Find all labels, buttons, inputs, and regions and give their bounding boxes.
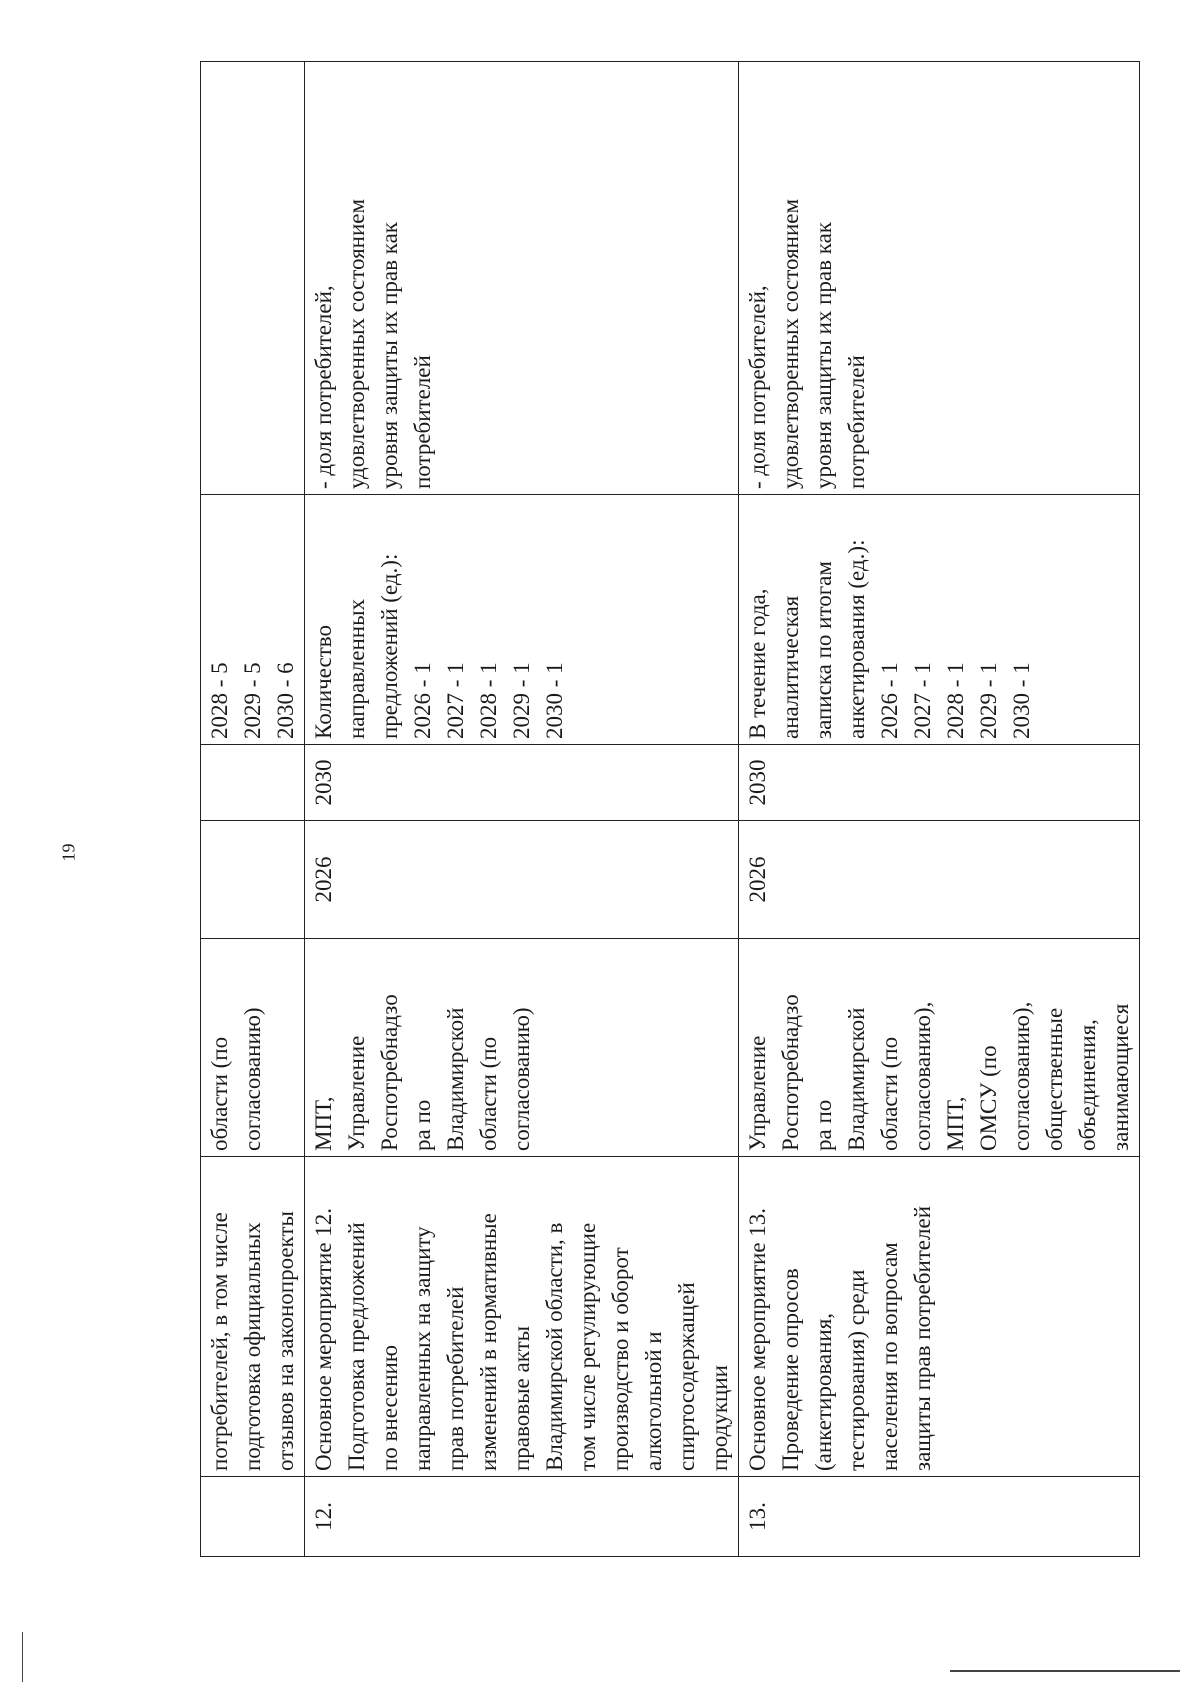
row-number-cell: 12. xyxy=(305,1477,739,1557)
rotated-table-container xyxy=(200,62,1133,1557)
row-number-cell xyxy=(201,1477,305,1557)
indicator-cell xyxy=(201,62,305,495)
scan-edge-mark xyxy=(22,1632,23,1682)
activity-cell: Основное мероприятие 12. Подготовка предложений по внесению направленных на защиту прав потребителей изменений в нормативные правовые акты Владимирской области, в том числе регулирующие производство и оборот алкогольной и спиртосодержащей продукции xyxy=(305,1157,739,1477)
end-year-cell: 2030 xyxy=(739,745,1140,821)
activity-cell: Основное мероприятие 13. Проведение опросов (анкетирования, тестирования) среди населения по вопросам защиты прав потребителей xyxy=(739,1157,1140,1477)
page-number: 19 xyxy=(58,843,79,862)
scan-edge-line xyxy=(950,1670,1180,1672)
start-year-cell xyxy=(201,821,305,939)
program-activities-table xyxy=(200,61,1140,1557)
result-cell: В течение года, аналитическая записка по итогам анкетирования (ед.): 2026 - 1 2027 - 1 2028 - 1 2029 - 1 2030 - 1 xyxy=(739,495,1140,745)
indicator-cell: - доля потребителей, удовлетворенных состоянием уровня защиты их прав как потребителей xyxy=(305,62,739,495)
start-year-cell: 2026 xyxy=(739,821,1140,939)
table-row xyxy=(305,62,739,1557)
result-cell: Количество направленных предложений (ед.): 2026 - 1 2027 - 1 2028 - 1 2029 - 1 2030 - 1 xyxy=(305,495,739,745)
table-row xyxy=(201,62,305,1557)
executors-cell: Управление Роспотребнадзо ра по Владимирской области (по согласованию), МПТ, ОМСУ (по согласованию), общественные объединения, занимающиеся xyxy=(739,939,1140,1157)
indicator-cell: - доля потребителей, удовлетворенных состоянием уровня защиты их прав как потребителей xyxy=(739,62,1140,495)
start-year-cell: 2026 xyxy=(305,821,739,939)
activity-cell: потребителей, в том числе подготовка официальных отзывов на законопроекты xyxy=(201,1157,305,1477)
table-row xyxy=(739,62,1140,1557)
result-cell: 2028 - 5 2029 - 5 2030 - 6 xyxy=(201,495,305,745)
end-year-cell xyxy=(201,745,305,821)
end-year-cell: 2030 xyxy=(305,745,739,821)
executors-cell: МПТ, Управление Роспотребнадзо ра по Владимирской области (по согласованию) xyxy=(305,939,739,1157)
row-number-cell: 13. xyxy=(739,1477,1140,1557)
executors-cell: области (по согласованию) xyxy=(201,939,305,1157)
